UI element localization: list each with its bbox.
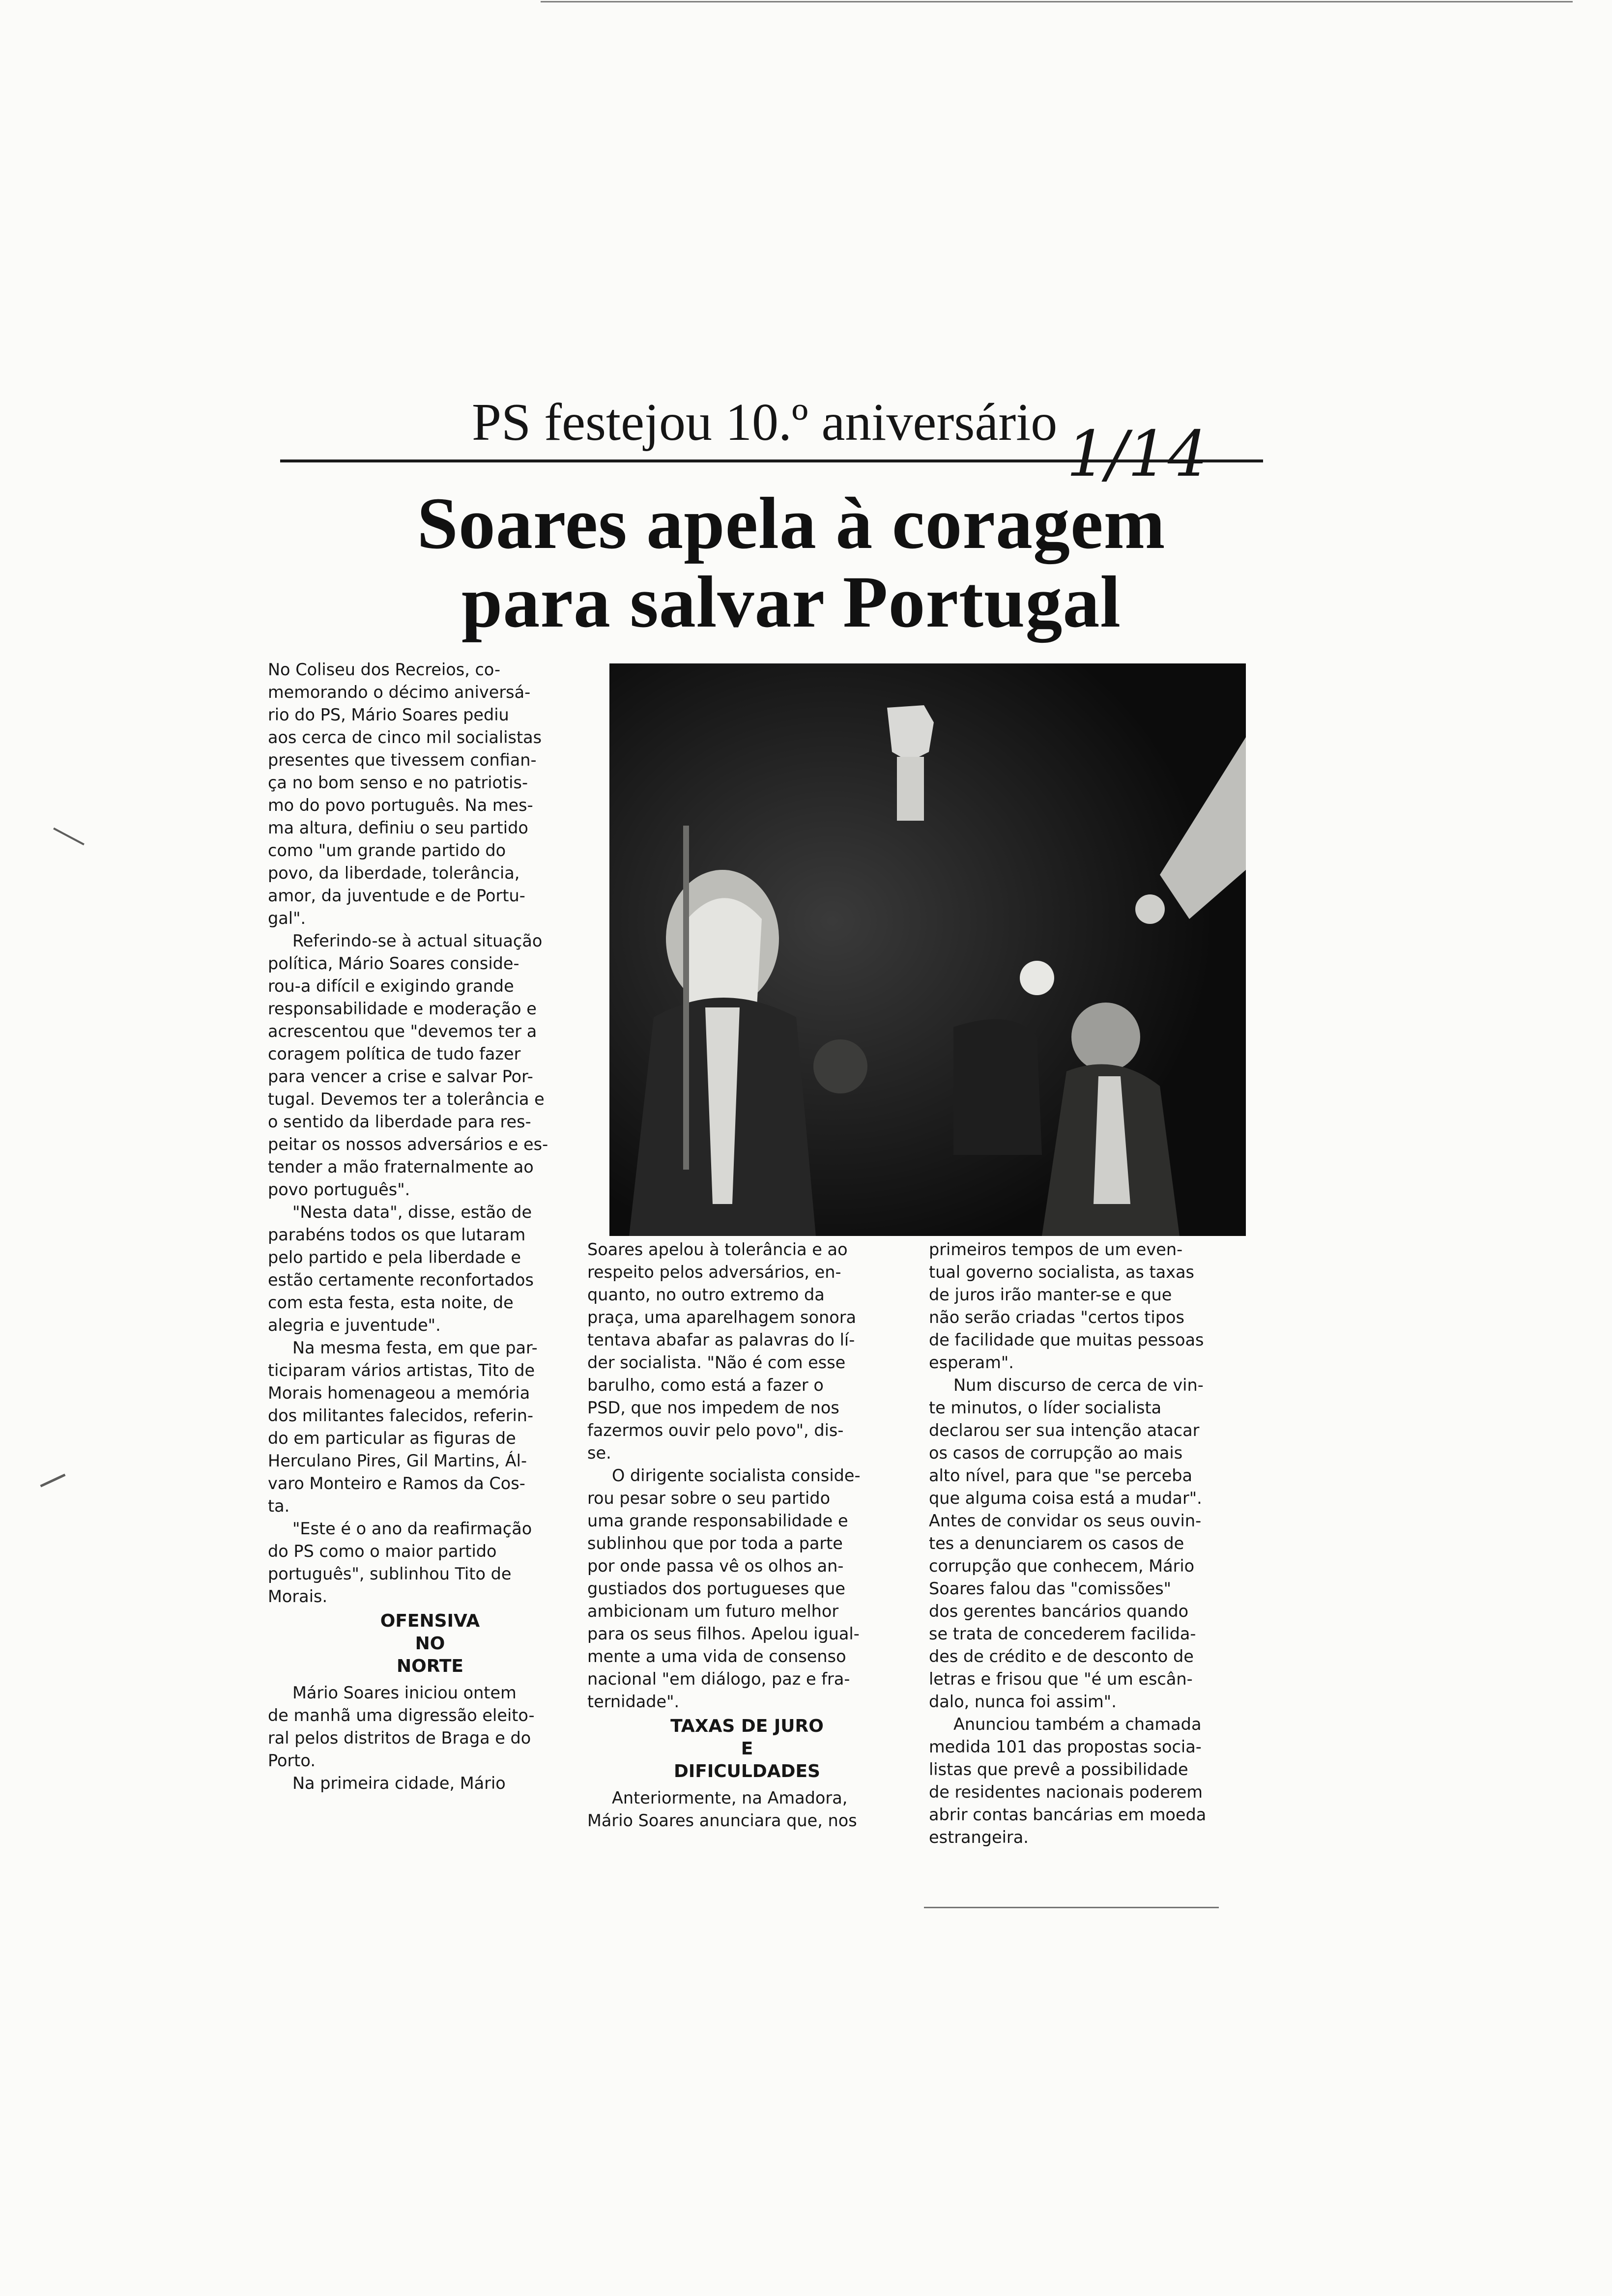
main-headline <box>344 484 1238 641</box>
article-paragraph: "Nesta data", disse, estão de parabéns todos os que lutaram pelo partido e pela liberdade e estão certamente reconfortados com esta festa, esta noite, de alegria e juventude". <box>268 1203 534 1335</box>
article-paragraph: Na primeira cidade, Mário <box>292 1774 506 1793</box>
article-paragraph: Referindo-se à actual situação política, Mário Soares conside- rou-a difícil e exigindo grande responsabilidade e moderação e acrescentou que "devemos ter a coragem política de tudo fazer para vencer a crise e salvar Por- tugal. Devemos ter a tolerância e o sentido da liberdade para res- peitar os nossos adversários e es- tender a mão fraternalmente ao povo português". <box>268 931 548 1199</box>
scan-top-rule <box>541 1 1573 2</box>
section-subheading: OFENSIVA NO NORTE <box>380 1611 480 1676</box>
article-paragraph: No Coliseu dos Recreios, co- memorando o décimo aniversá- rio do PS, Mário Soares pediu aos cerca de cinco mil socialistas presentes que tivessem confian- ça no bom senso e no patriotis- mo do povo português. Na mes- ma altura, definiu o seu partido como "um grande partido do povo, da liberdade, tolerância, amor, da juventude e de Portu- gal". <box>268 660 542 928</box>
column-end-rule <box>924 1907 1219 1908</box>
headline-line-2: para salvar Portugal <box>461 561 1122 643</box>
article-paragraph: Num discurso de cerca de vin- te minutos, o líder socialista declarou ser sua intenção atacar os casos de corrupção ao mais alto nível, para que "se perceba que alguma coisa está a mudar". Antes de convidar os seus ouvin- tes a denunciarem os casos de corrupção que conhecem, Mário Soares falou das "comissões" dos gerentes bancários quando se trata de concederem facilida- des de crédito e de desconto de letras e frisou que "é um escân- dalo, nunca foi assim". <box>929 1376 1204 1711</box>
article-paragraph: "Este é o ano da reafirmação do PS como o maior partido português", sublinhou Tito de Morais. <box>268 1519 532 1606</box>
article-paragraph: Na mesma festa, em que par- ticiparam vários artistas, Tito de Morais homenageou a memória dos militantes falecidos, referin- do em particular as figuras de Herculano Pires, Gil Martins, Ál- varo Monteiro e Ramos da Cos- ta. <box>268 1338 538 1516</box>
section-subheading: TAXAS DE JURO E DIFICULDADES <box>670 1716 824 1781</box>
article-photo <box>609 663 1246 1236</box>
rally-photo-illustration <box>609 663 1246 1236</box>
headline-line-1: Soares apela à coragem <box>417 483 1166 564</box>
scan-margin-mark <box>40 1474 66 1488</box>
article-column-3 <box>929 1238 1253 1926</box>
article-paragraph: Soares apelou à tolerância e ao respeito pelos adversários, en- quanto, no outro extremo da praça, uma aparelhagem sonora tentava abafar as palavras do lí- der socialista. "Não é com esse barulho, como está a fazer o PSD, que nos impedem de nos fazermos ouvir pelo povo", dis- se. <box>587 1240 857 1463</box>
article-column-2 <box>587 1238 907 1926</box>
kicker-headline: PS festejou 10.º aniversário <box>472 393 1058 452</box>
article-column-1 <box>268 659 592 2241</box>
handwritten-note: 1/14 <box>1066 418 1208 491</box>
article-paragraph: Anteriormente, na Amadora, Mário Soares anunciara que, nos <box>587 1788 857 1830</box>
scan-margin-mark <box>53 828 85 845</box>
article-paragraph: Mário Soares iniciou ontem de manhã uma digressão eleito- ral pelos distritos de Braga e do Porto. <box>268 1683 535 1770</box>
article-paragraph: Anunciou também a chamada medida 101 das propostas socia- listas que prevê a possibilidade de residentes nacionais poderem abrir contas bancárias em moeda estrangeira. <box>929 1715 1207 1847</box>
article-paragraph: O dirigente socialista conside- rou pesar sobre o seu partido uma grande responsabilidade e sublinhou que por toda a parte por onde passa vê os olhos an- gustiados dos portugueses que ambicionam um futuro melhor para os seus filhos. Apelou igual- mente a uma vida de consenso nacional "em diálogo, paz e fra- ternidade". <box>587 1466 861 1711</box>
article-paragraph: primeiros tempos de um even- tual governo socialista, as taxas de juros irão manter-se e que não serão criadas "certos tipos de facilidade que muitas pessoas esperam". <box>929 1240 1204 1372</box>
